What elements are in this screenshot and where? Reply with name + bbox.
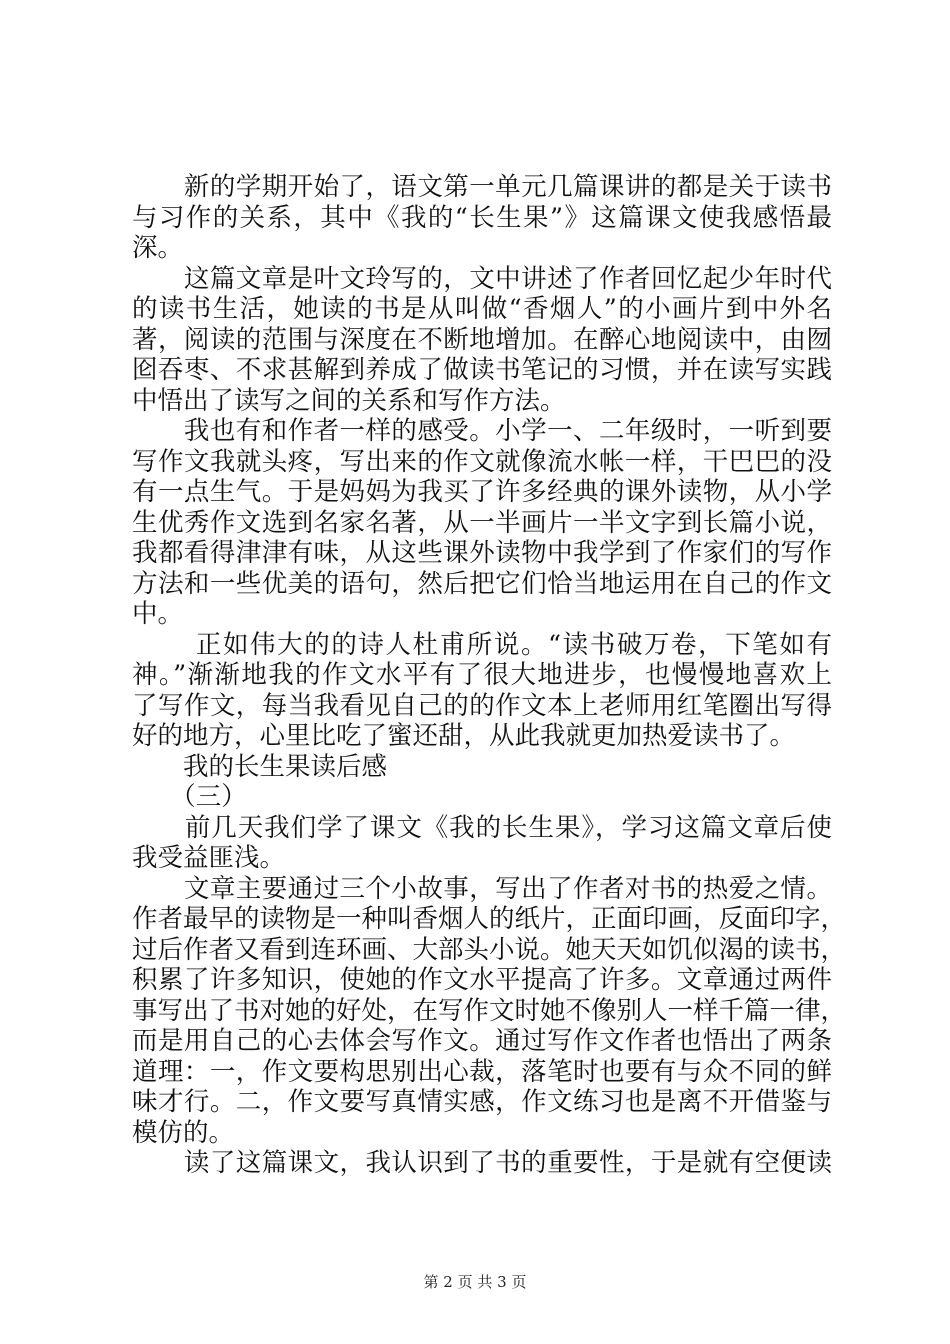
text-line: 中。 [132, 599, 184, 629]
text-line: 了写作文，每当我看见自己的的作文本上老师用红笔圈出写得 [132, 690, 832, 721]
text-line: 模仿的。 [132, 1117, 235, 1148]
text-line: 的读书生活，她读的书是从叫做“香烟人”的小画片到中外名 [132, 294, 832, 324]
paragraph-3 [132, 416, 832, 630]
text-line: 我都看得津津有味，从这些课外读物中我学到了作家们的写作 [132, 538, 832, 568]
text-line: 积累了许多知识，使她的作文水平提高了许多。文章通过两件 [132, 965, 832, 995]
paragraph-1 [132, 172, 832, 264]
text-line: 前几天我们学了课文《我的长生果》，学习这篇文章后使 [132, 812, 832, 843]
text-line: 味才行。二，作文要写真情实感，作文练习也是离不开借鉴与 [132, 1087, 832, 1117]
text-line: 新的学期开始了，语文第一单元几篇课讲的都是关于读书 [132, 172, 832, 202]
text-line: 正如伟大的的诗人杜甫所说。“读书破万卷，下笔如有 [132, 629, 832, 660]
paragraph-6 [132, 873, 847, 1149]
text-line: 囵吞枣、不求甚解到养成了做读书笔记的习惯，并在读写实践 [132, 355, 832, 385]
text-line: 事写出了书对她的好处，在写作文时她不像别人一样千篇一律， [132, 995, 847, 1026]
page-footer: 第 2 页 共 3 页 [423, 1273, 527, 1291]
paragraph-7 [132, 1148, 832, 1179]
text-line: 神。”渐渐地我的作文水平有了很大地进步，也慢慢地喜欢上 [132, 660, 832, 690]
text-line: 而是用自己的心去体会写作文。通过写作文作者也悟出了两条 [132, 1026, 832, 1056]
text-line: 中悟出了读写之间的关系和写作方法。 [132, 385, 566, 416]
section-number [132, 782, 832, 813]
text-line: 我也有和作者一样的感受。小学一、二年级时，一听到要 [132, 416, 832, 446]
paragraph-5 [132, 813, 832, 874]
paragraph-2 [132, 264, 832, 417]
text-line: 写作文我就头疼，写出来的作文就像流水帐一样，干巴巴的没 [132, 446, 832, 477]
text-line: 读了这篇课文，我认识到了书的重要性，于是就有空便读 [132, 1148, 832, 1178]
text-line: 过后作者又看到连环画、大部头小说。她天天如饥似渴的读书， [132, 934, 847, 965]
text-line: 生优秀作文选到名家名著，从一半画片一半文字到长篇小说， [132, 507, 832, 538]
text-line: （三） [132, 782, 247, 812]
text-line: 深。 [132, 233, 184, 263]
text-line: 好的地方，心里比吃了蜜还甜，从此我就更加热爱读书了。 [132, 721, 796, 751]
text-line: 方法和一些优美的语句，然后把它们恰当地运用在自己的作文 [132, 568, 832, 599]
text-line: 有一点生气。于是妈妈为我买了许多经典的课外读物，从小学 [132, 477, 832, 507]
text-line: 道理：一，作文要构思别出心裁，落笔时也要有与众不同的鲜 [132, 1056, 832, 1087]
text-line: 这篇文章是叶文玲写的，文中讲述了作者回忆起少年时代 [132, 263, 832, 294]
text-line: 文章主要通过三个小故事，写出了作者对书的热爱之情。 [132, 873, 832, 904]
paragraph-4 [132, 630, 832, 752]
text-line: 我受益匪浅。 [132, 843, 286, 873]
section-title [132, 752, 832, 783]
text-line: 作者最早的读物是一种叫香烟人的纸片，正面印画，反面印字， [132, 904, 847, 934]
text-line: 我的长生果读后感 [132, 751, 388, 782]
document-body [132, 172, 847, 1179]
text-line: 著，阅读的范围与深度在不断地增加。在醉心地阅读中，由囫 [132, 324, 832, 355]
text-line: 与习作的关系，其中《我的“长生果”》这篇课文使我感悟最 [132, 202, 832, 233]
